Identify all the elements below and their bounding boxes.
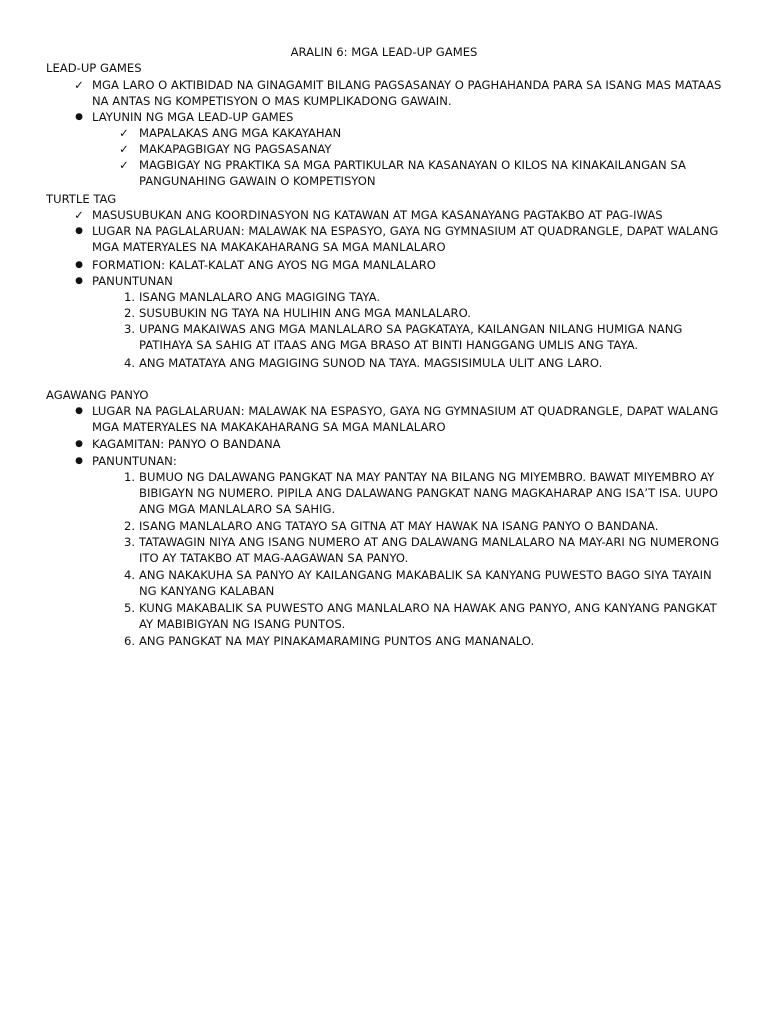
section-heading-leadup: LEAD-UP GAMES — [46, 61, 142, 75]
numbered-item — [123, 305, 729, 321]
list-number: 6. — [123, 634, 135, 648]
numbered-item — [123, 534, 729, 566]
list-item — [75, 257, 732, 273]
numbered-item — [123, 600, 729, 632]
numbered-item — [123, 567, 729, 599]
list-number: 2. — [123, 306, 135, 320]
list-item — [75, 223, 732, 255]
list-number: 1. — [123, 470, 135, 484]
list-number: 3. — [123, 535, 135, 549]
numbered-item — [123, 633, 729, 649]
list-item-text: FORMATION: KALAT-KALAT ANG AYOS NG MGA MANLALARO — [92, 258, 436, 272]
list-item-text: MGA LARO O AKTIBIDAD NA GINAGAMIT BILANG PAGSASANAY O PAGHAHANDA PARA SA ISANG MAS MATAAS NA ANTAS NG KOMPETISYON O MAS KUMPLIKADONG GAWAIN. — [92, 78, 722, 108]
numbered-item — [123, 321, 729, 353]
list-item — [75, 273, 732, 289]
section-heading-agawang-panyo: AGAWANG PANYO — [46, 388, 149, 402]
list-number: 2. — [123, 519, 135, 533]
list-number: 4. — [123, 568, 135, 582]
list-item-text: ISANG MANLALARO ANG TATAYO SA GITNA AT MAY HAWAK NA ISANG PANYO O BANDANA. — [139, 519, 659, 533]
bullet-icon: ● — [75, 456, 83, 466]
list-number: 5. — [123, 601, 135, 615]
checkmark-icon: ✓ — [74, 208, 84, 222]
sub-list-item — [119, 157, 729, 189]
list-item-text: PANUNTUNAN: — [92, 454, 177, 468]
list-item-text: LAYUNIN NG MGA LEAD-UP GAMES — [92, 110, 294, 124]
bullet-icon: ● — [75, 112, 83, 122]
checkmark-icon: ✓ — [74, 78, 84, 92]
section-heading-turtle-tag: TURTLE TAG — [46, 192, 117, 206]
list-number: 4. — [123, 356, 135, 370]
list-item-text: MAGBIGAY NG PRAKTIKA SA MGA PARTIKULAR NA KASANAYAN O KILOS NA KINAKAILANGAN SA PANGUNAHING GAWAIN O KOMPETISYON — [139, 158, 686, 188]
checkmark-icon: ✓ — [119, 158, 129, 172]
bullet-icon: ● — [75, 276, 83, 286]
list-item-text: ANG PANGKAT NA MAY PINAKAMARAMING PUNTOS ANG MANANALO. — [139, 634, 535, 648]
page-title: ARALIN 6: MGA LEAD-UP GAMES — [290, 45, 478, 59]
list-item-text: UPANG MAKAIWAS ANG MGA MANLALARO SA PAGKATAYA, KAILANGAN NILANG HUMIGA NANG PATIHAYA SA SAHIG AT ITAAS ANG MGA BRASO AT BINTI HANGGANG UMLIS ANG TAYA. — [139, 322, 683, 352]
checkmark-icon: ✓ — [119, 142, 129, 156]
list-item-text: BUMUO NG DALAWANG PANGKAT NA MAY PANTAY NA BILANG NG MIYEMBRO. BAWAT MIYEMBRO AY BIBIGAYN NG NUMERO. PIPILA ANG DALAWANG PANGKAT NANG MAGKAHARAP ANG ISA’T ISA. UUPO ANG MGA MANLALARO SA SAHIG. — [139, 470, 719, 516]
list-item-text: LUGAR NA PAGLALARUAN: MALAWAK NA ESPASYO, GAYA NG GYMNASIUM AT QUADRANGLE, DAPAT WALANG MGA MATERYALES NA MAKAKAHARANG SA MGA MANLALARO — [92, 404, 719, 434]
list-item-text: ISANG MANLALARO ANG MAGIGING TAYA. — [139, 290, 381, 304]
numbered-item — [123, 518, 729, 534]
checkmark-icon: ✓ — [119, 126, 129, 140]
bullet-icon: ● — [75, 226, 83, 236]
list-number: 3. — [123, 322, 135, 336]
sub-list-item — [119, 141, 729, 157]
list-item-text: KAGAMITAN: PANYO O BANDANA — [92, 437, 281, 451]
list-item — [75, 109, 732, 125]
list-number: 1. — [123, 290, 135, 304]
numbered-item — [123, 355, 729, 371]
list-item — [75, 403, 732, 435]
list-item-text: MAKAPAGBIGAY NG PAGSASANAY — [139, 142, 332, 156]
list-item — [74, 207, 732, 223]
list-item-text: LUGAR NA PAGLALARUAN: MALAWAK NA ESPASYO, GAYA NG GYMNASIUM AT QUADRANGLE, DAPAT WALANG MGA MATERYALES NA MAKAKAHARANG SA MGA MANLALARO — [92, 224, 719, 254]
list-item-text: KUNG MAKABALIK SA PUWESTO ANG MANLALARO NA HAWAK ANG PANYO, ANG KANYANG PANGKAT AY MABIBIGYAN NG ISANG PUNTOS. — [139, 601, 717, 631]
sub-list-item — [119, 125, 729, 141]
list-item — [74, 77, 732, 109]
list-item-text: SUSUBUKIN NG TAYA NA HULIHIN ANG MGA MANLALARO. — [139, 306, 471, 320]
list-item-text: PANUNTUNAN — [92, 274, 173, 288]
numbered-item — [123, 289, 729, 305]
list-item-text: MAPALAKAS ANG MGA KAKAYAHAN — [139, 126, 342, 140]
bullet-icon: ● — [75, 406, 83, 416]
list-item-text: ANG MATATAYA ANG MAGIGING SUNOD NA TAYA. MAGSISIMULA ULIT ANG LARO. — [139, 356, 603, 370]
list-item — [75, 453, 732, 469]
bullet-icon: ● — [75, 260, 83, 270]
list-item-text: ANG NAKAKUHA SA PANYO AY KAILANGANG MAKABALIK SA KANYANG PUWESTO BAGO SIYA TAYAIN NG KANYANG KALABAN — [139, 568, 712, 598]
list-item — [75, 436, 732, 452]
bullet-icon: ● — [75, 439, 83, 449]
list-item-text: MASUSUBUKAN ANG KOORDINASYON NG KATAWAN AT MGA KASANAYANG PAGTAKBO AT PAG-IWAS — [92, 208, 663, 222]
numbered-item — [123, 469, 729, 517]
list-item-text: TATAWAGIN NIYA ANG ISANG NUMERO AT ANG DALAWANG MANLALARO NA MAY-ARI NG NUMERONG ITO AY TATAKBO AT MAG-AAGAWAN SA PANYO. — [139, 535, 720, 565]
